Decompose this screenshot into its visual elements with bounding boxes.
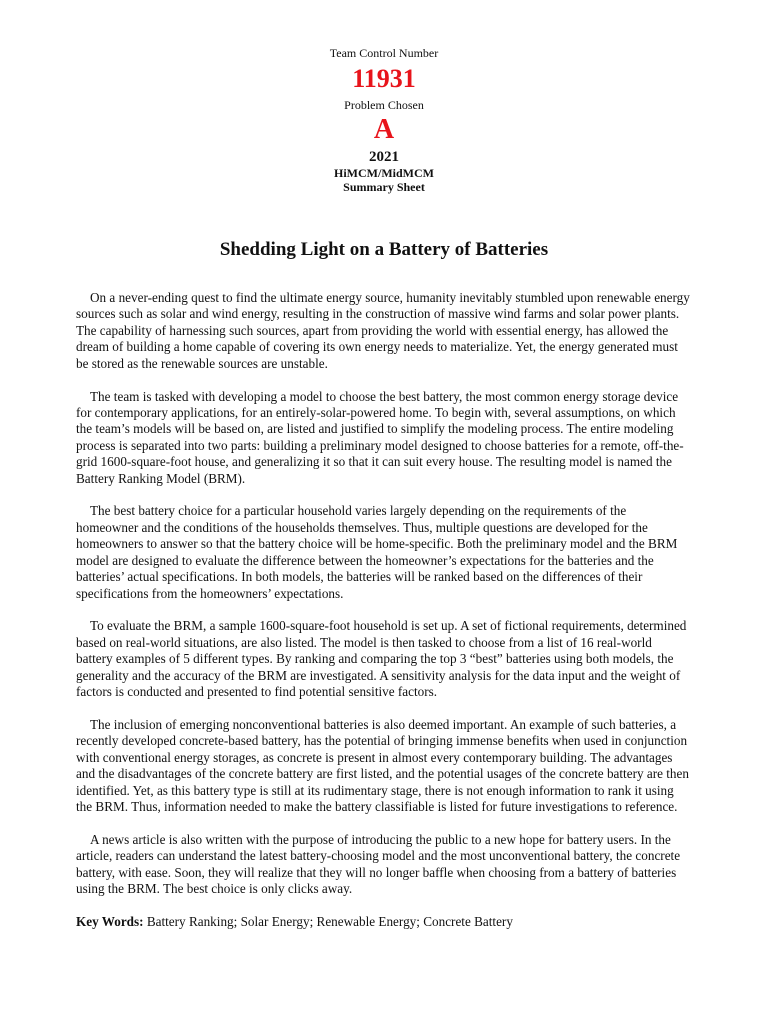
contest-name: HiMCM/MidMCM (334, 166, 434, 180)
key-words-list: Battery Ranking; Solar Energy; Renewable Energy; Concrete Battery (146, 914, 513, 929)
summary-sheet-header (0, 46, 768, 194)
problem-chosen-label: Problem Chosen (344, 98, 424, 112)
summary-body (76, 290, 690, 930)
problem-letter: A (373, 114, 395, 145)
summary-paragraph: To evaluate the BRM, a sample 1600-square-foot household is set up. A set of fictional requirements, determined based on real-world situations, are also listed. The model is then tasked to choose from a list of 16 real-world battery examples of 5 different types. By ranking and comparing the top 3 “best” batteries using both models, the generality and the accuracy of the BRM are investigated. A sensitivity analysis for the data input and the weight of factors is conducted and presented to find potential sensitive factors. (76, 618, 687, 700)
summary-paragraph: The team is tasked with developing a model to choose the best battery, the most common energy storage device for contemporary applications, for an entirely-solar-powered home. To begin with, several assumptions, on which the team’s models will be based on, are listed and justified to simplify the modeling process. The entire modeling process is separated into two parts: building a preliminary model designed to choose batteries for a remote, off-the-grid 1600-square-foot house, and generalizing it so that it can suit every house. The resulting model is named the Battery Ranking Model (BRM). (76, 388, 684, 486)
summary-paragraph: The inclusion of emerging nonconventional batteries is also deemed important. An example of such batteries, a recently developed concrete-based battery, has the potential of bringing immense benefits when used in conjunction with conventional energy storages, as concrete is present in almost every contemporary building. The advantages and the disadvantages of the concrete battery are first listed, and the potential usages of the concrete battery are then identified. Yet, as this battery type is still at its rudimentary stage, there is not enough information to rank it using the BRM. Thus, information needed to make the battery classifiable is listed for future investigations to reference. (76, 716, 689, 814)
summary-paragraph: On a never-ending quest to find the ultimate energy source, humanity inevitably stumbled upon renewable energy sources such as solar and wind energy, resulting in the construction of massive wind farms and solar power plants. The capability of harnessing such sources, apart from providing the world with essential energy, has allowed the dream of building a home capable of covering its own energy needs to materialize. Yet, the energy generated must be stored as the renewable sources are unstable. (76, 290, 690, 371)
key-words (76, 914, 690, 930)
summary-sheet-label: Summary Sheet (343, 180, 425, 194)
paper-title: Shedding Light on a Battery of Batteries (219, 239, 549, 260)
team-control-number-label: Team Control Number (329, 46, 439, 60)
summary-paragraph: A news article is also written with the purpose of introducing the public to a new hope for battery users. In the article, readers can understand the latest battery-choosing model and the most unconventional battery, the concrete battery, with ease. Soon, they will realize that they will no longer baffle when choosing from a battery of batteries using the BRM. The best choice is only clicks away. (76, 831, 681, 897)
contest-year: 2021 (369, 149, 399, 165)
team-control-number: 11931 (352, 64, 416, 93)
key-words-label: Key Words: (76, 914, 144, 929)
summary-paragraph: The best battery choice for a particular household varies largely depending on the requirements of the homeowner and the conditions of the households themselves. Thus, multiple questions are developed for the homeowners to answer so that the battery choice will be home-specific. Both the preliminary model and the BRM model are designed to evaluate the difference between the homeowner’s expectations for the batteries and the batteries’ actual specifications. In both models, the batteries will be ranked based on the differences of their specifications from the homeowners’ expectations. (76, 503, 678, 601)
